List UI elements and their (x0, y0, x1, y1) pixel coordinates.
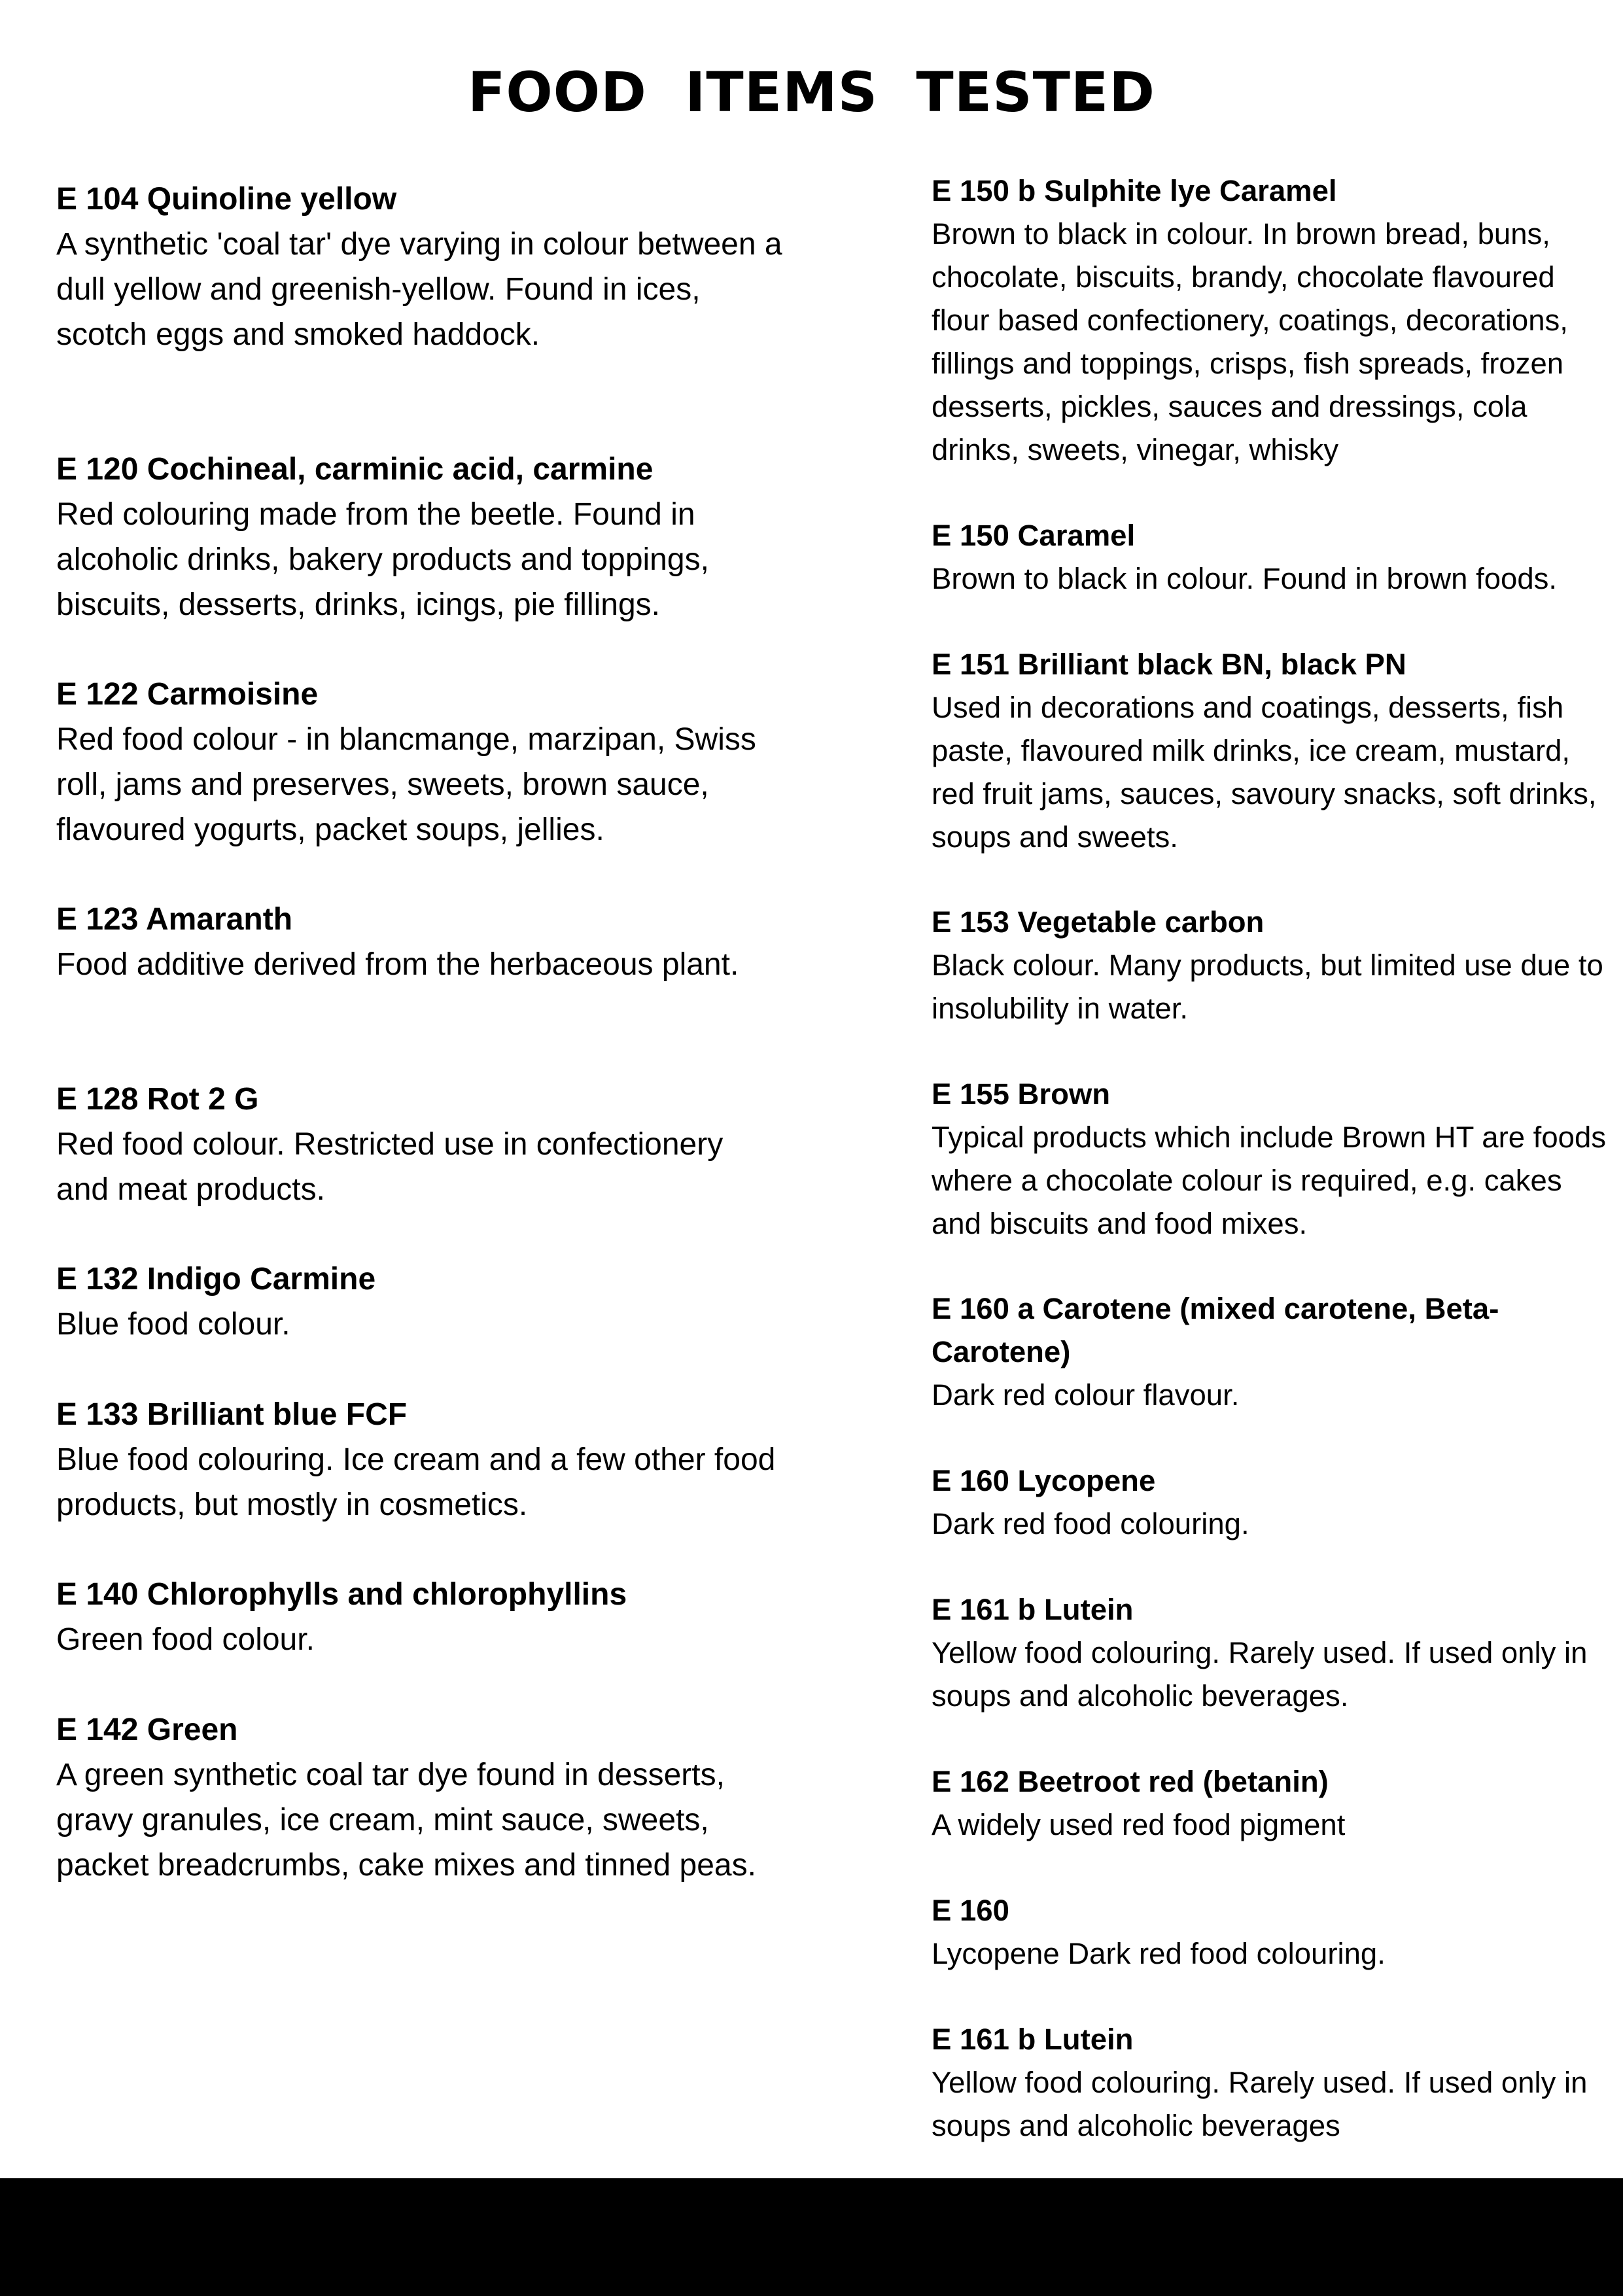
additive-title: E 120 Cochineal, carminic acid, carmine (56, 452, 654, 487)
additive-description: A synthetic 'coal tar' dye varying in colour between a dull yellow and greenish-yellow. Found in ices, scotch eggs and smoked haddock. (56, 227, 782, 352)
additive-title: E 155 Brown (932, 1077, 1111, 1111)
additive-description: Typical products which include Brown HT are foods where a chocolate colour is required, e.g. cakes and biscuits and food mixes. (932, 1121, 1606, 1240)
additive-description: Red colouring made from the beetle. Found in alcoholic drinks, bakery products and toppings, biscuits, desserts, drinks, icings, pie fillings. (56, 497, 709, 622)
additive-entry (56, 1392, 782, 1527)
additive-title: E 142 Green (56, 1713, 238, 1747)
additive-title: E 161 b Lutein (932, 1593, 1134, 1626)
additive-title: E 133 Brilliant blue FCF (56, 1397, 408, 1432)
additive-description: Lycopene Dark red food colouring. (932, 1937, 1386, 1970)
additive-entry (932, 1760, 1612, 1847)
additive-description: Brown to black in colour. Found in brown foods. (932, 562, 1558, 595)
additive-title: E 140 Chlorophylls and chlorophyllins (56, 1577, 627, 1612)
additive-description: Red food colour - in blancmange, marzipan, Swiss roll, jams and preserves, sweets, brown sauce, flavoured yogurts, packet soups, jellies. (56, 722, 756, 847)
additive-title: E 150 b Sulphite lye Caramel (932, 174, 1337, 207)
additive-title: E 160 a Carotene (mixed carotene, Beta-Carotene) (932, 1292, 1499, 1368)
additive-title: E 151 Brilliant black BN, black PN (932, 648, 1406, 681)
additive-description: Green food colour. (56, 1622, 315, 1657)
additive-entry (932, 1073, 1612, 1245)
additive-description: Food additive derived from the herbaceous plant. (56, 947, 739, 982)
additive-title: E 122 Carmoisine (56, 677, 319, 712)
additive-entry (932, 1287, 1612, 1417)
additive-entry (932, 2018, 1612, 2148)
additive-title: E 104 Quinoline yellow (56, 182, 397, 217)
additive-entry (932, 1889, 1612, 1975)
additive-entry (56, 447, 782, 627)
additive-description: Black colour. Many products, but limited use due to insolubility in water. (932, 948, 1603, 1025)
additive-entry (932, 643, 1612, 859)
additive-description: Blue food colouring. Ice cream and a few other food products, but mostly in cosmetics. (56, 1442, 776, 1522)
additive-description: Red food colour. Restricted use in confectionery and meat products. (56, 1127, 724, 1207)
additive-description: Blue food colour. (56, 1307, 290, 1342)
additive-entry (932, 1588, 1612, 1718)
additive-description: Yellow food colouring. Rarely used. If used only in soups and alcoholic beverages (932, 2066, 1588, 2142)
additive-title: E 160 Lycopene (932, 1464, 1156, 1497)
additive-entry (56, 1077, 782, 1212)
additive-entry (56, 672, 782, 852)
additive-description: Dark red food colouring. (932, 1507, 1249, 1540)
additive-title: E 161 b Lutein (932, 2023, 1134, 2056)
additive-entry (932, 169, 1612, 472)
additive-title: E 150 Caramel (932, 519, 1136, 552)
additive-description: Dark red colour flavour. (932, 1378, 1240, 1412)
additive-title: E 153 Vegetable carbon (932, 905, 1265, 939)
additive-description: A widely used red food pigment (932, 1808, 1346, 1841)
additive-entry (56, 1707, 782, 1888)
additive-description: Used in decorations and coatings, desserts, fish paste, flavoured milk drinks, ice cream, mustard, red fruit jams, sauces, savoury snacks, soft drinks, soups and sweets. (932, 691, 1597, 854)
additive-title: E 123 Amaranth (56, 902, 293, 937)
additive-entry (932, 514, 1612, 600)
additive-description: Yellow food colouring. Rarely used. If used only in soups and alcoholic beverages. (932, 1636, 1588, 1713)
additive-entry (56, 1572, 782, 1662)
additive-entry (56, 897, 782, 987)
additive-entry (932, 1459, 1612, 1546)
additive-title: E 160 (932, 1894, 1009, 1927)
additive-entry (932, 901, 1612, 1030)
additive-title: E 132 Indigo Carmine (56, 1262, 376, 1296)
footer-bar (0, 2178, 1623, 2296)
page-title: FOOD ITEMS TESTED (467, 60, 1156, 124)
additive-description: Brown to black in colour. In brown bread, buns, chocolate, biscuits, brandy, chocolate flavoured flour based confectionery, coatings, decorations, fillings and toppings, crisps, fish spreads, frozen desserts, pickles, sauces and dressings, cola drinks, sweets, vinegar, whisky (932, 217, 1568, 466)
additive-description: A green synthetic coal tar dye found in desserts, gravy granules, ice cream, mint sauce, sweets, packet breadcrumbs, cake mixes and tinned peas. (56, 1758, 756, 1883)
additive-title: E 162 Beetroot red (betanin) (932, 1765, 1329, 1798)
additive-title: E 128 Rot 2 G (56, 1082, 259, 1117)
additive-entry (56, 177, 782, 357)
additive-entry (56, 1257, 782, 1347)
